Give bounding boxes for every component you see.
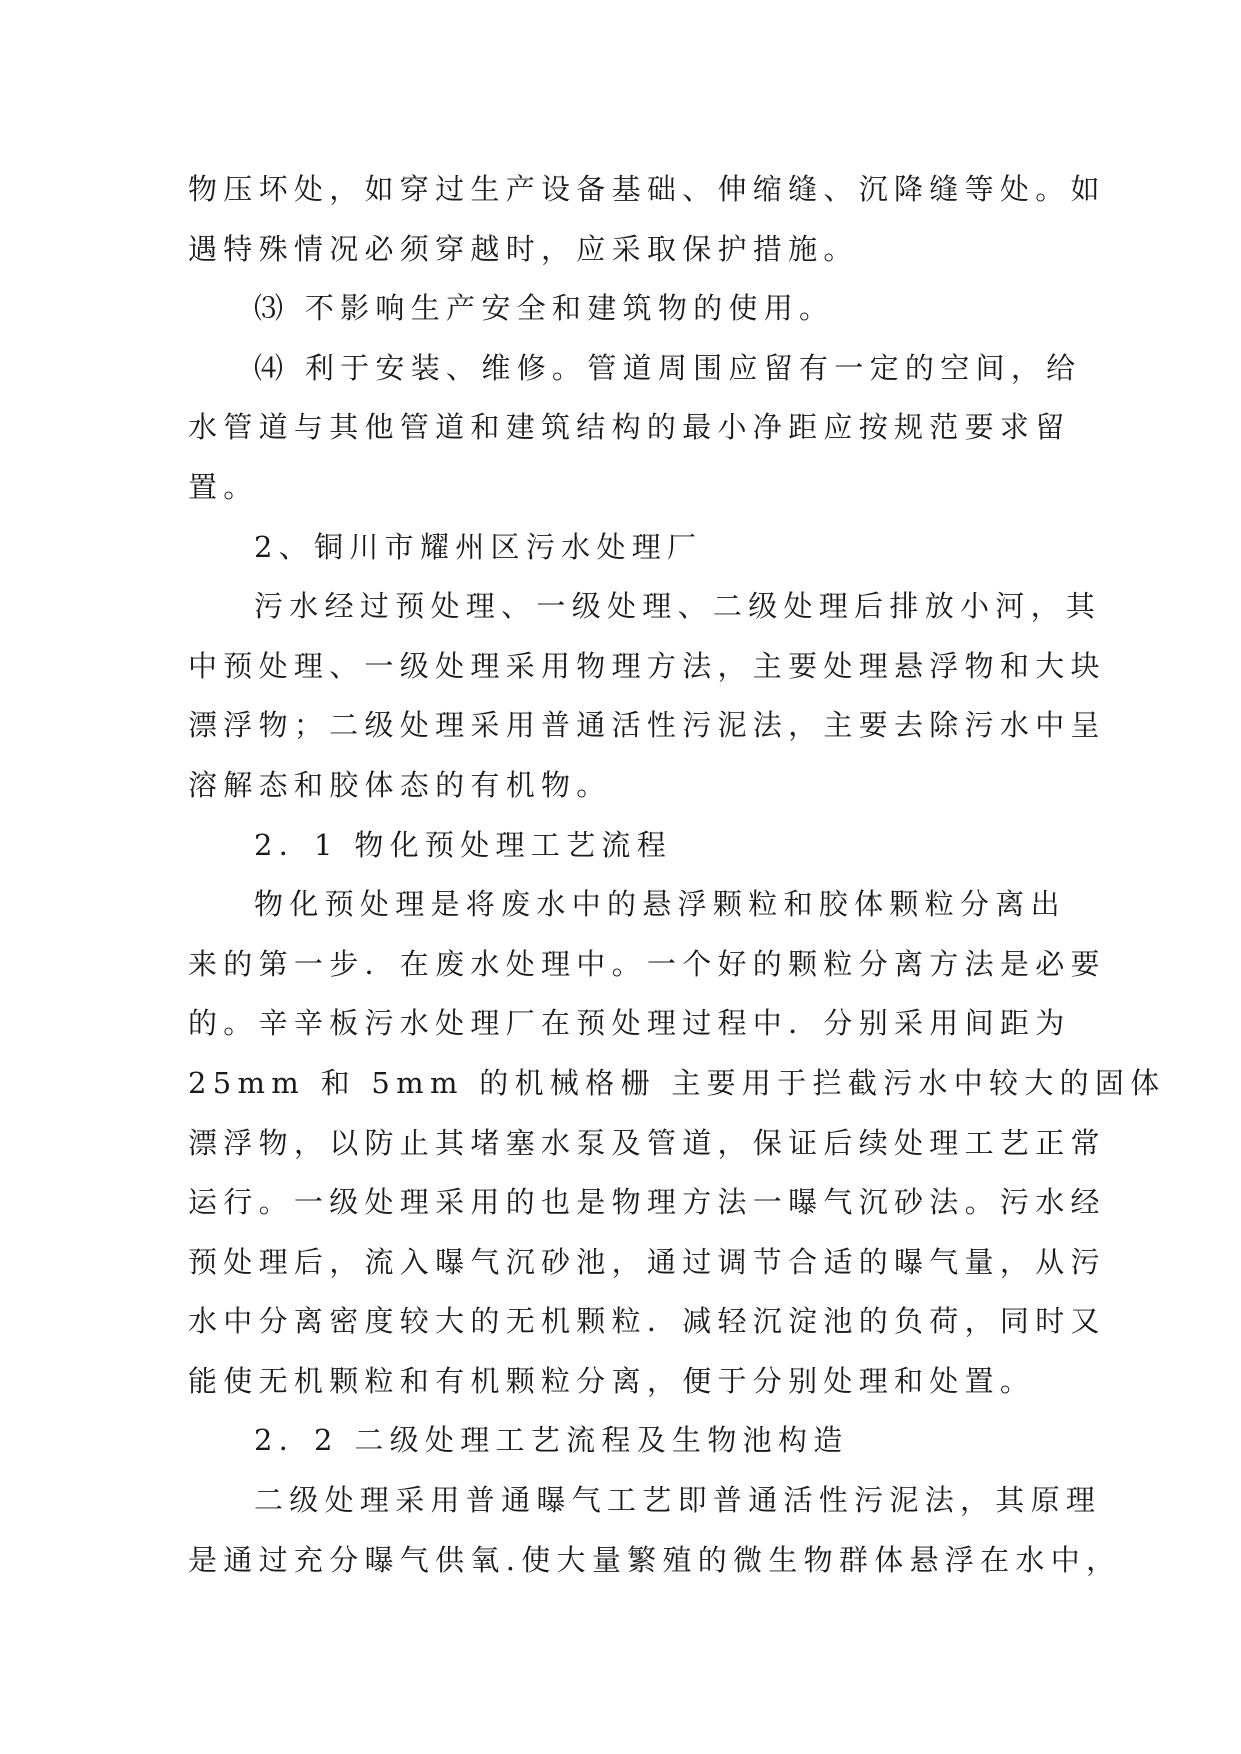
text-line: 预处理后，流入曝气沉砂池，通过调节合适的曝气量，从污 — [188, 1244, 1106, 1279]
subsection-heading: 2．2 二级处理工艺流程及生物池构造 — [254, 1423, 849, 1458]
list-item: ⑶ 不影响生产安全和建筑物的使用。 — [254, 291, 835, 326]
text-line: 水管道与其他管道和建筑结构的最小净距应按规范要求留 — [188, 410, 1071, 445]
text-line: 能使无机颗粒和有机颗粒分离，便于分别处理和处置。 — [188, 1363, 1036, 1398]
text-line: 25mm 和 5mm 的机械格栅 主要用于拦截污水中较大的固体 — [188, 1065, 1166, 1100]
text-line: 漂浮物；二级处理采用普通活性污泥法，主要去除污水中呈 — [188, 708, 1106, 743]
list-item: ⑷ 利于安装、维修。管道周围应留有一定的空间，给 — [254, 350, 1082, 385]
text-line: 溶解态和胶体态的有机物。 — [188, 767, 612, 802]
subsection-heading: 2．1 物化预处理工艺流程 — [254, 827, 673, 862]
text-line: 物压坏处，如穿过生产设备基础、伸缩缝、沉降缝等处。如 — [188, 172, 1106, 206]
text-line: 是通过充分曝气供氧.使大量繁殖的微生物群体悬浮在水中， — [188, 1542, 1122, 1577]
text-line: 置。 — [188, 469, 259, 504]
text-line: 来的第一步．在废水处理中。一个好的颗粒分离方法是必要 — [188, 946, 1106, 981]
paragraph-start: 物化预处理是将废水中的悬浮颗粒和胶体颗粒分离出 — [254, 887, 1066, 922]
text-line: 中预处理、一级处理采用物理方法，主要处理悬浮物和大块 — [188, 648, 1106, 683]
text-line: 遇特殊情况必须穿越时，应采取保护措施。 — [188, 231, 859, 266]
paragraph-start: 污水经过预处理、一级处理、二级处理后排放小河，其 — [254, 589, 1102, 624]
paragraph-start: 二级处理采用普通曝气工艺即普通活性污泥法，其原理 — [254, 1483, 1102, 1518]
body-text — [188, 160, 1166, 1590]
text-line: 漂浮物，以防止其堵塞水泵及管道，保证后续处理工艺正常 — [188, 1125, 1106, 1160]
text-line: 的。辛辛板污水处理厂在预处理过程中．分别采用间距为 — [188, 1006, 1071, 1041]
section-heading: 2、铜川市耀州区污水处理厂 — [254, 529, 703, 564]
text-line: 水中分离密度较大的无机颗粒．减轻沉淀池的负荷，同时又 — [188, 1304, 1106, 1339]
text-line: 运行。一级处理采用的也是物理方法一曝气沉砂法。污水经 — [188, 1185, 1106, 1220]
